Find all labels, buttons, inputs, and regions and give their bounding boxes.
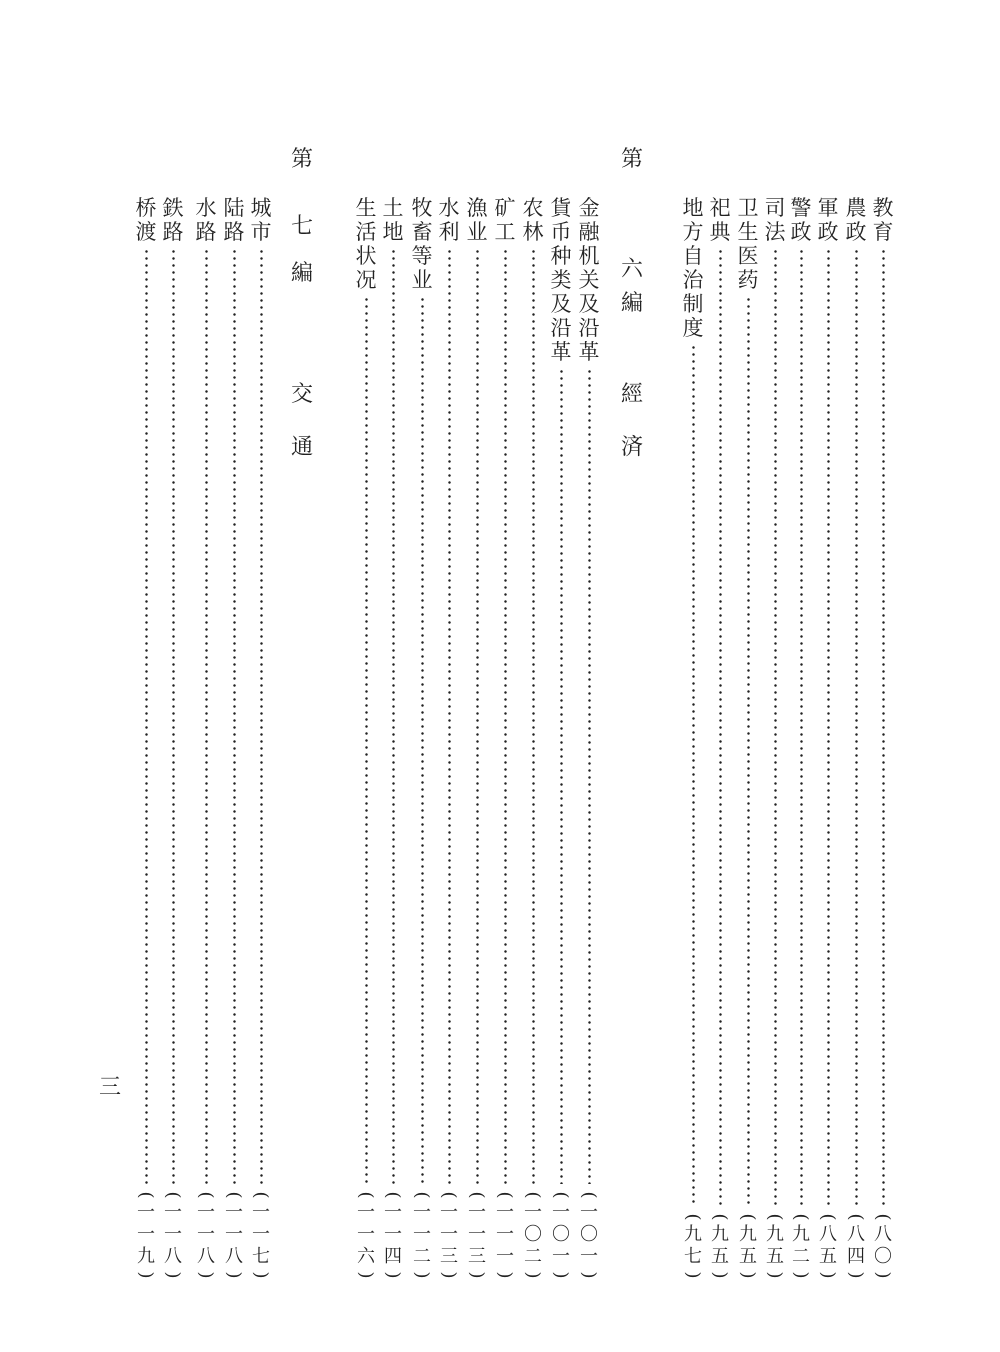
leader-dots	[882, 248, 885, 1206]
leader-dots	[172, 248, 175, 1184]
leader-dots	[145, 248, 148, 1184]
leader-dots	[205, 248, 208, 1184]
toc-entry-title: 矿 工	[494, 196, 516, 244]
toc-entry-page: ( 一 一 六 )	[356, 1191, 377, 1279]
leader-dots	[827, 248, 830, 1206]
toc-entry-title: 牧 畜 等 业	[411, 196, 433, 292]
leader-dots	[448, 248, 451, 1184]
section-heading-char: 通	[290, 435, 313, 460]
toc-entry-title: 水 利	[438, 196, 460, 244]
leader-dots	[774, 248, 777, 1206]
toc-entry-page: ( 九 五 )	[765, 1213, 786, 1279]
toc-entry[interactable]	[490, 196, 520, 1282]
leader-dots	[392, 248, 395, 1184]
page-number: 三	[98, 1075, 121, 1100]
section-heading-char: 済	[620, 435, 643, 460]
section-heading-char: 第	[620, 147, 643, 172]
toc-entry[interactable]	[705, 196, 735, 1282]
leader-dots	[532, 248, 535, 1184]
toc-entry[interactable]	[407, 196, 437, 1282]
toc-entry[interactable]	[191, 196, 221, 1282]
leader-dots	[692, 344, 695, 1206]
section-heading-char: 交	[290, 382, 313, 407]
section-heading-char: 七	[290, 214, 313, 239]
toc-entry[interactable]	[786, 196, 816, 1282]
leader-dots	[747, 296, 750, 1206]
toc-entry[interactable]	[546, 196, 576, 1282]
toc-entry[interactable]	[760, 196, 790, 1282]
toc-entry-title: 警 政	[790, 196, 812, 244]
toc-entry-page: ( 一 一 七 )	[251, 1191, 272, 1279]
toc-entry-page: ( 八 四 )	[846, 1213, 867, 1279]
toc-entry[interactable]	[131, 196, 161, 1282]
toc-entry[interactable]	[813, 196, 843, 1282]
toc-entry-title: 農 政	[845, 196, 867, 244]
toc-entry-title: 生 活 状 况	[355, 196, 377, 292]
leader-dots	[800, 248, 803, 1206]
toc-entry-title: 地 方 自 治 制 度	[682, 196, 704, 340]
toc-entry[interactable]	[351, 196, 381, 1282]
toc-entry[interactable]	[518, 196, 548, 1282]
toc-entry-title: 教 育	[872, 196, 894, 244]
toc-entry[interactable]	[868, 196, 898, 1282]
leader-dots	[588, 368, 591, 1184]
toc-entry-title: 卫 生 医 药	[737, 196, 759, 292]
leader-dots	[421, 296, 424, 1184]
toc-entry[interactable]	[733, 196, 763, 1282]
leader-dots	[855, 248, 858, 1206]
toc-entry-page: ( 一 〇 一 )	[579, 1191, 600, 1279]
toc-entry-page: ( 八 〇 )	[873, 1213, 894, 1279]
toc-entry-title: 軍 政	[817, 196, 839, 244]
toc-entry-page: ( 一 〇 一 )	[551, 1191, 572, 1279]
toc-entry-title: 貨 币 种 类 及 沿 革	[550, 196, 572, 364]
toc-entry-page: ( 一 一 二 )	[412, 1191, 433, 1279]
toc-entry-title: 祀 典	[709, 196, 731, 244]
leader-dots	[260, 248, 263, 1184]
toc-entry-page: ( 九 七 )	[683, 1213, 704, 1279]
toc-entry[interactable]	[158, 196, 188, 1282]
leader-dots	[719, 248, 722, 1206]
leader-dots	[233, 248, 236, 1184]
toc-entry-page: ( 一 一 八 )	[163, 1191, 184, 1279]
toc-entry-page: ( 一 〇 二 )	[523, 1191, 544, 1279]
toc-entry[interactable]	[574, 196, 604, 1282]
toc-entry-page: ( 一 一 八 )	[224, 1191, 245, 1279]
toc-entry-title: 陆 路	[223, 196, 245, 244]
toc-entry-page: ( 九 五 )	[738, 1213, 759, 1279]
toc-entry[interactable]	[246, 196, 276, 1282]
section-heading-char: 第	[290, 147, 313, 172]
toc-entry-page: ( 一 一 九 )	[136, 1191, 157, 1279]
toc-entry[interactable]	[462, 196, 492, 1282]
toc-entry-page: ( 一 一 一 )	[495, 1191, 516, 1279]
toc-entry[interactable]	[841, 196, 871, 1282]
toc-entry[interactable]	[378, 196, 408, 1282]
toc-entry[interactable]	[678, 196, 708, 1282]
toc-entry-title: 桥 渡	[135, 196, 157, 244]
toc-entry-title: 水 路	[195, 196, 217, 244]
toc-entry-title: 农 林	[522, 196, 544, 244]
toc-entry-page: ( 九 五 )	[710, 1213, 731, 1279]
section-heading-char: 六	[620, 257, 643, 282]
toc-entry-title: 漁 业	[466, 196, 488, 244]
toc-entry-page: ( 九 二 )	[791, 1213, 812, 1279]
toc-entry-title: 城 市	[250, 196, 272, 244]
section-heading-char: 編	[620, 291, 643, 316]
toc-entry-page: ( 八 五 )	[818, 1213, 839, 1279]
toc-entry-page: ( 一 一 三 )	[467, 1191, 488, 1279]
leader-dots	[560, 368, 563, 1184]
toc-entry-page: ( 一 一 三 )	[439, 1191, 460, 1279]
toc-entry[interactable]	[219, 196, 249, 1282]
toc-entry[interactable]	[434, 196, 464, 1282]
leader-dots	[476, 248, 479, 1184]
toc-entry-page: ( 一 一 八 )	[196, 1191, 217, 1279]
leader-dots	[504, 248, 507, 1184]
toc-entry-title: 司 法	[764, 196, 786, 244]
toc-entry-title: 土 地	[382, 196, 404, 244]
toc-entry-page: ( 一 一 四 )	[383, 1191, 404, 1279]
leader-dots	[365, 296, 368, 1184]
toc-entry-title: 金 融 机 关 及 沿 革	[578, 196, 600, 364]
section-heading-char: 經	[620, 382, 643, 407]
section-heading-char: 編	[290, 261, 313, 286]
toc-entry-title: 鉄 路	[162, 196, 184, 244]
